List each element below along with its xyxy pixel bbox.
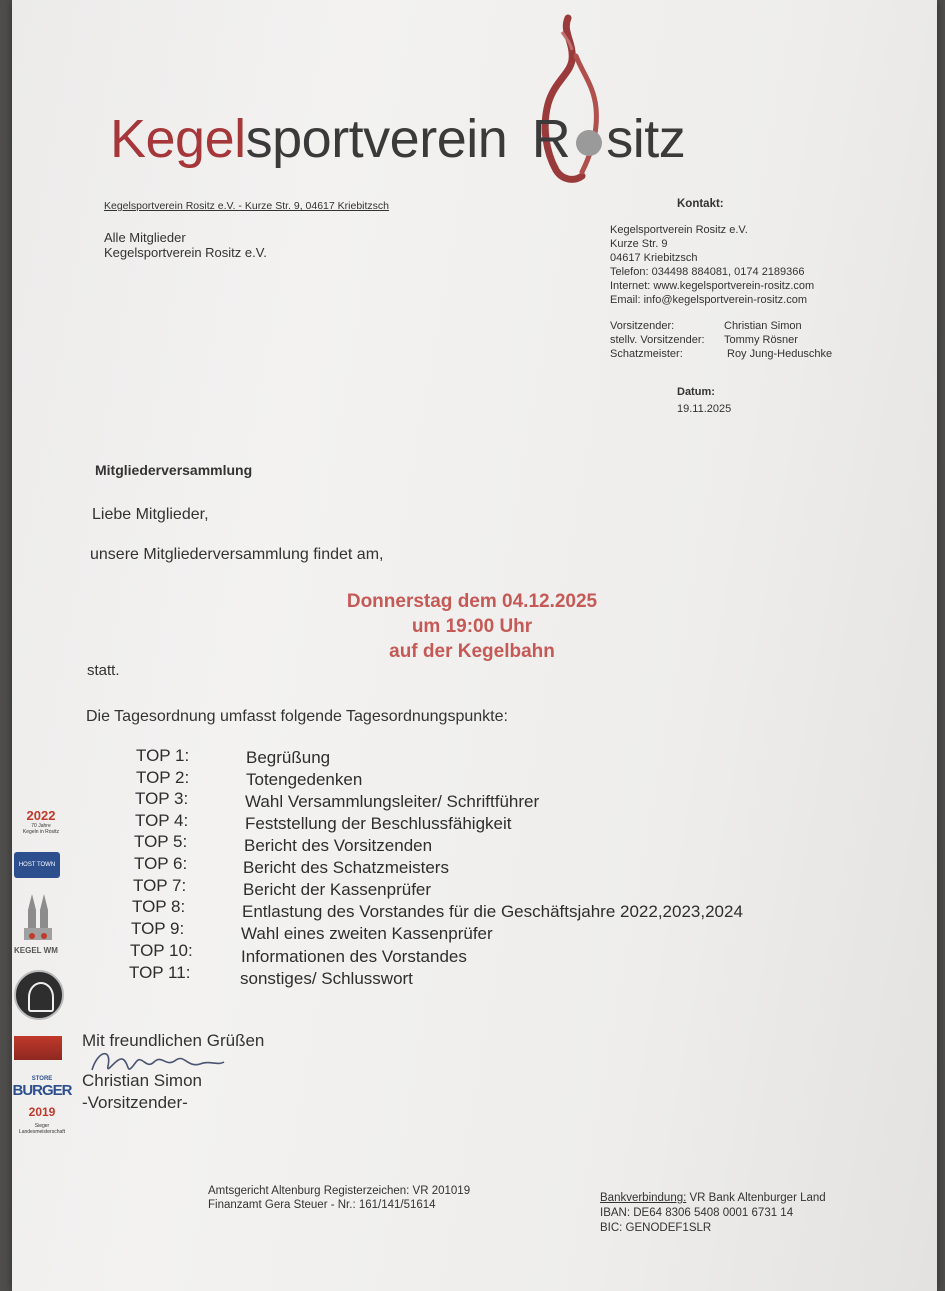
letter-subject: Mitgliederversammlung — [95, 462, 253, 478]
agenda-label: TOP 11: — [129, 963, 191, 982]
board-role: Schatzmeister: — [610, 348, 683, 360]
agenda-item: Informationen des Vorstandes — [241, 947, 467, 966]
host-town-badge: HOST TOWN — [14, 852, 60, 878]
cathedral-icon — [20, 890, 56, 942]
agenda-item: sonstiges/ Schlusswort — [240, 969, 413, 988]
altenburger-seal-icon — [14, 970, 64, 1020]
date-label: Datum: — [677, 386, 715, 398]
footer-bank — [600, 1192, 826, 1204]
sender-line: Kegelsportverein Rositz e.V. - Kurze Str. 9, 04617 Kriebitzsch — [104, 200, 390, 212]
contact-line: 04617 Kriebitzsch — [610, 252, 698, 264]
bank-bic: BIC: GENODEF1SLR — [600, 1222, 712, 1234]
agenda-label: TOP 1: — [136, 746, 190, 765]
red-sponsor-bar — [14, 1036, 62, 1060]
footer-tax: Finanzamt Gera Steuer - Nr.: 161/141/51614 — [208, 1199, 436, 1211]
signer-name: Christian Simon — [82, 1071, 202, 1090]
burger-store-label: STORE — [31, 1076, 53, 1082]
club-logo-text — [110, 108, 685, 170]
contact-phone: Telefon: 034498 884081, 0174 2189366 — [610, 266, 805, 278]
kegel-wm-label: KEGEL WM — [14, 946, 58, 955]
board-name: Tommy Rösner — [724, 334, 798, 346]
contact-email: Email: info@kegelsportverein-rositz.com — [610, 294, 808, 306]
letter-page — [12, 0, 937, 1291]
agenda-item: Wahl Versammlungsleiter/ Schriftführer — [245, 792, 540, 811]
agenda-item: Feststellung der Beschlussfähigkeit — [245, 814, 512, 833]
contact-line: Kurze Str. 9 — [610, 238, 668, 250]
contact-line: Kegelsportverein Rositz e.V. — [610, 224, 748, 236]
agenda-label: TOP 7: — [133, 876, 187, 895]
closing-text: Mit freundlichen Grüßen — [82, 1031, 265, 1050]
logo-part-kegel: Kegel — [110, 109, 246, 169]
event-date: Donnerstag dem 04.12.2025 — [346, 591, 598, 612]
agenda-label: TOP 4: — [135, 811, 189, 830]
badge-line: 70 Jahre — [31, 823, 51, 829]
burger-year: 2019 — [28, 1105, 56, 1119]
date-value: 19.11.2025 — [677, 403, 732, 415]
recipient-line-2: Kegelsportverein Rositz e.V. — [104, 245, 267, 260]
contact-title: Kontakt: — [677, 198, 724, 210]
agenda-item: Totengedenken — [246, 770, 363, 789]
agenda-label: TOP 3: — [135, 789, 189, 808]
bank-iban: IBAN: DE64 8306 5408 0001 6731 14 — [600, 1207, 794, 1219]
statt-text: statt. — [87, 662, 120, 679]
agenda-item: Begrüßung — [246, 748, 331, 767]
board-name: Roy Jung-Heduschke — [727, 348, 833, 360]
badge-line: Kegeln in Rositz — [22, 829, 60, 835]
burger-sub: Landesmeisterschaft — [18, 1129, 66, 1135]
intro-text: unsere Mitgliederversammlung findet am, — [90, 546, 384, 563]
agenda-item: Bericht der Kassenprüfer — [243, 880, 432, 899]
badge-year: 2022 — [26, 808, 56, 823]
agenda-label: TOP 5: — [134, 832, 188, 851]
recipient-line-1: Alle Mitglieder — [104, 230, 186, 245]
footer-court: Amtsgericht Altenburg Registerzeichen: VR 201019 — [208, 1185, 471, 1197]
logo-part-sitz: sitz — [606, 109, 686, 169]
burger-sub: Sieger — [34, 1123, 50, 1129]
agenda-item: Wahl eines zweiten Kassenprüfer — [241, 924, 493, 943]
contact-website: Internet: www.kegelsportverein-rositz.com — [610, 280, 815, 292]
agenda-item: Entlastung des Vorstandes für die Geschäftsjahre 2022,2023,2024 — [242, 902, 743, 921]
event-location: auf der Kegelbahn — [389, 641, 555, 662]
salutation: Liebe Mitglieder, — [92, 506, 209, 523]
agenda-item: Bericht des Vorsitzenden — [244, 836, 433, 855]
agenda-label: TOP 6: — [134, 854, 188, 873]
board-role: Vorsitzender: — [610, 320, 675, 332]
logo-part-r: R — [531, 109, 571, 169]
agenda-label: TOP 8: — [132, 897, 186, 916]
board-role: stellv. Vorsitzender: — [610, 334, 705, 346]
board-name: Christian Simon — [724, 320, 802, 332]
burger-store-logo — [12, 1076, 72, 1135]
event-time: um 19:00 Uhr — [411, 616, 533, 637]
agenda-label: TOP 10: — [130, 941, 193, 960]
agenda-item: Bericht des Schatzmeisters — [243, 858, 449, 877]
agenda-label: TOP 2: — [136, 768, 190, 787]
logo-part-sportverein: sportverein — [245, 109, 508, 169]
agenda-intro: Die Tagesordnung umfasst folgende Tagesordnungspunkte: — [86, 708, 508, 725]
anniversary-badge — [20, 808, 62, 835]
agenda-label: TOP 9: — [131, 919, 185, 938]
logo-ball-icon — [576, 130, 602, 156]
bank-label: Bankverbindung: — [600, 1192, 687, 1204]
bank-name: VR Bank Altenburger Land — [689, 1192, 826, 1204]
signer-role: -Vorsitzender- — [82, 1093, 188, 1112]
burger-label: BURGER — [12, 1082, 72, 1099]
